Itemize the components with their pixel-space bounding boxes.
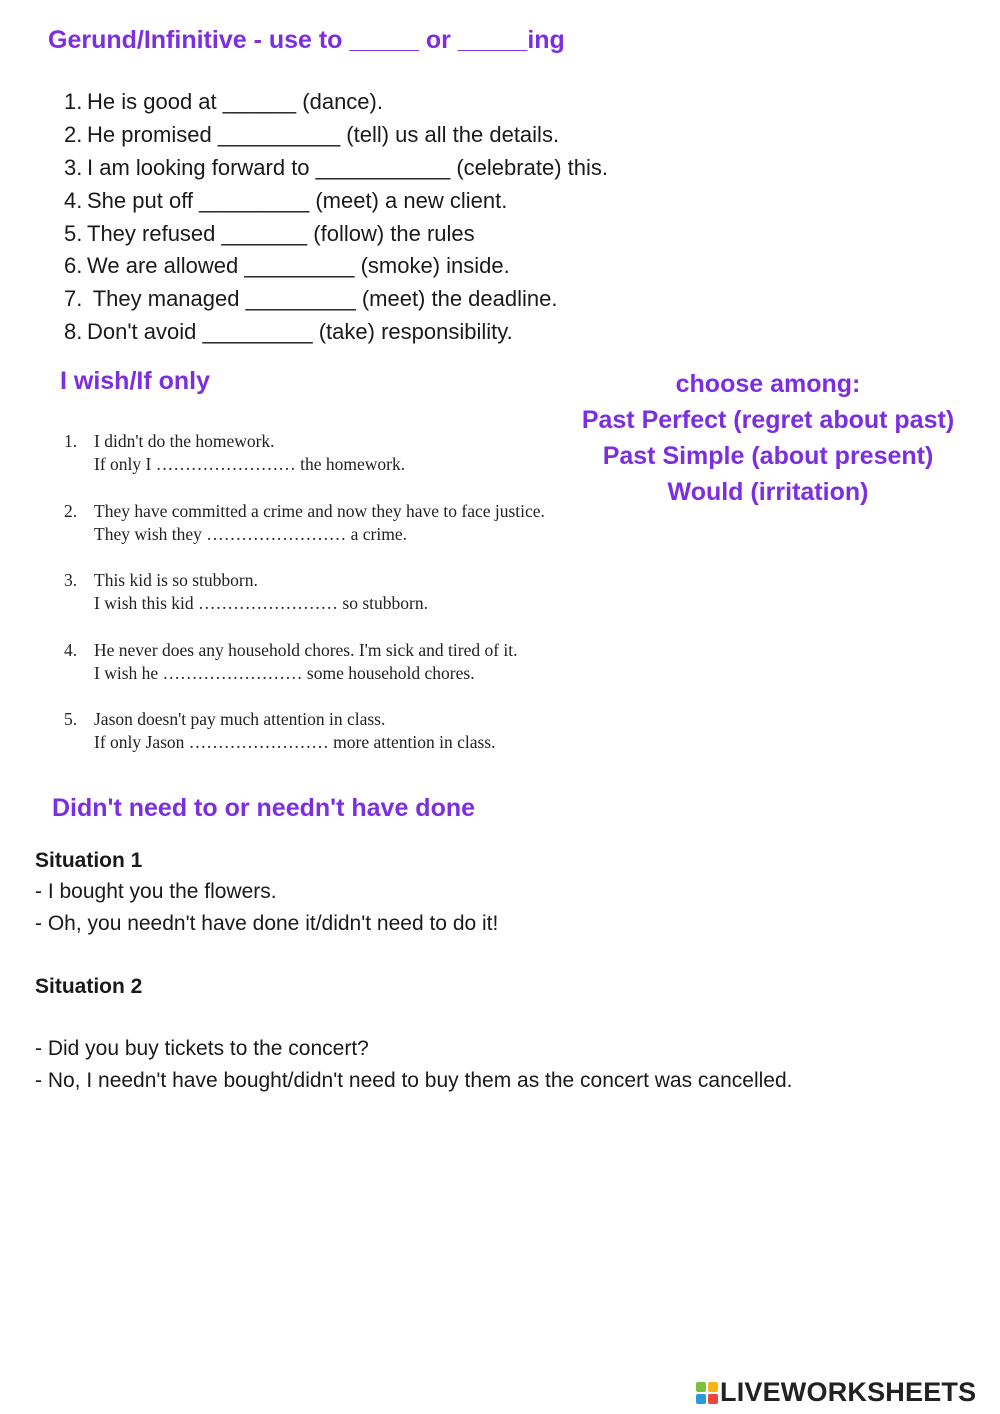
item-sentence: He never does any household chores. I'm sick and tired of it.: [94, 640, 518, 660]
list-item: [64, 185, 608, 218]
gerund-exercise-list: [64, 86, 608, 349]
item-number: 5.: [64, 220, 83, 246]
item-sentence: They have committed a crime and now they have to face justice.: [94, 501, 545, 521]
list-item: [64, 639, 624, 685]
choose-heading: choose among:: [675, 370, 861, 398]
list-item: [64, 152, 608, 185]
item-text: He promised __________ (tell) us all the details.: [87, 121, 560, 147]
item-text: She put off _________ (meet) a new client.: [87, 187, 508, 213]
section-title-needn't: Didn't need to or needn't have done: [52, 794, 476, 822]
choose-option: Past Perfect (regret about past): [581, 406, 955, 434]
item-sentence: Jason doesn't pay much attention in class.: [94, 709, 386, 729]
list-item: [64, 119, 608, 152]
list-item: [64, 283, 608, 316]
brand-name: LIVEWORKSHEETS: [720, 1377, 977, 1407]
item-number: 6.: [64, 253, 83, 279]
item-number: 1.: [64, 89, 83, 114]
item-number: 4.: [64, 187, 83, 213]
item-number: 2.: [64, 501, 78, 521]
list-item: [64, 569, 624, 615]
situation-2-line: - No, I needn't have bought/didn't need to buy them as the concert was cancelled.: [35, 1069, 793, 1092]
situation-1-line: - Oh, you needn't have done it/didn't need to do it!: [35, 912, 499, 935]
item-text: Don't avoid _________ (take) responsibility.: [87, 319, 513, 345]
list-item: [64, 250, 608, 283]
item-number: 3.: [64, 154, 83, 180]
item-prompt: If only I …………………… the homework.: [94, 454, 406, 474]
list-item: [64, 86, 608, 119]
list-item: [64, 316, 608, 349]
item-number: 1.: [64, 431, 78, 451]
item-number: 7.: [64, 286, 83, 312]
choose-option: Would (irritation): [667, 478, 869, 506]
choose-option: Past Simple (about present): [602, 442, 934, 470]
item-sentence: This kid is so stubborn.: [94, 570, 258, 590]
item-number: 5.: [64, 709, 78, 729]
item-text: He is good at ______ (dance).: [87, 89, 383, 114]
list-item: [64, 218, 608, 251]
logo-square: [708, 1382, 718, 1392]
logo-square: [708, 1394, 718, 1404]
liveworksheets-brand: [696, 1377, 976, 1408]
section-title-gerund: Gerund/Infinitive - use to _____ or _____ing: [48, 26, 565, 54]
situation-1-line: - I bought you the flowers.: [35, 880, 277, 903]
item-text: We are allowed _________ (smoke) inside.: [87, 253, 510, 279]
logo-square: [696, 1382, 706, 1392]
item-prompt: They wish they …………………… a crime.: [94, 524, 408, 544]
item-prompt: If only Jason …………………… more attention in class.: [94, 732, 496, 752]
item-prompt: I wish this kid …………………… so stubborn.: [94, 593, 428, 613]
liveworksheets-logo-icon: [696, 1382, 718, 1404]
situation-1-label: Situation 1: [35, 849, 143, 872]
list-item: [64, 708, 624, 754]
item-prompt: I wish he …………………… some household chores.: [94, 663, 475, 683]
item-text: They refused _______ (follow) the rules: [87, 220, 475, 246]
list-item: [64, 500, 624, 546]
situation-2-line: - Did you buy tickets to the concert?: [35, 1037, 369, 1060]
section-title-wish: I wish/If only: [60, 367, 211, 395]
item-number: 2.: [64, 121, 83, 147]
list-item: [64, 430, 624, 476]
logo-square: [696, 1394, 706, 1404]
item-number: 3.: [64, 570, 78, 590]
item-number: 8.: [64, 319, 83, 345]
item-text: I am looking forward to ___________ (celebrate) this.: [87, 154, 608, 180]
item-sentence: I didn't do the homework.: [94, 431, 275, 451]
situation-2-label: Situation 2: [35, 975, 143, 998]
item-text: They managed _________ (meet) the deadline.: [87, 286, 558, 312]
item-number: 4.: [64, 640, 78, 660]
